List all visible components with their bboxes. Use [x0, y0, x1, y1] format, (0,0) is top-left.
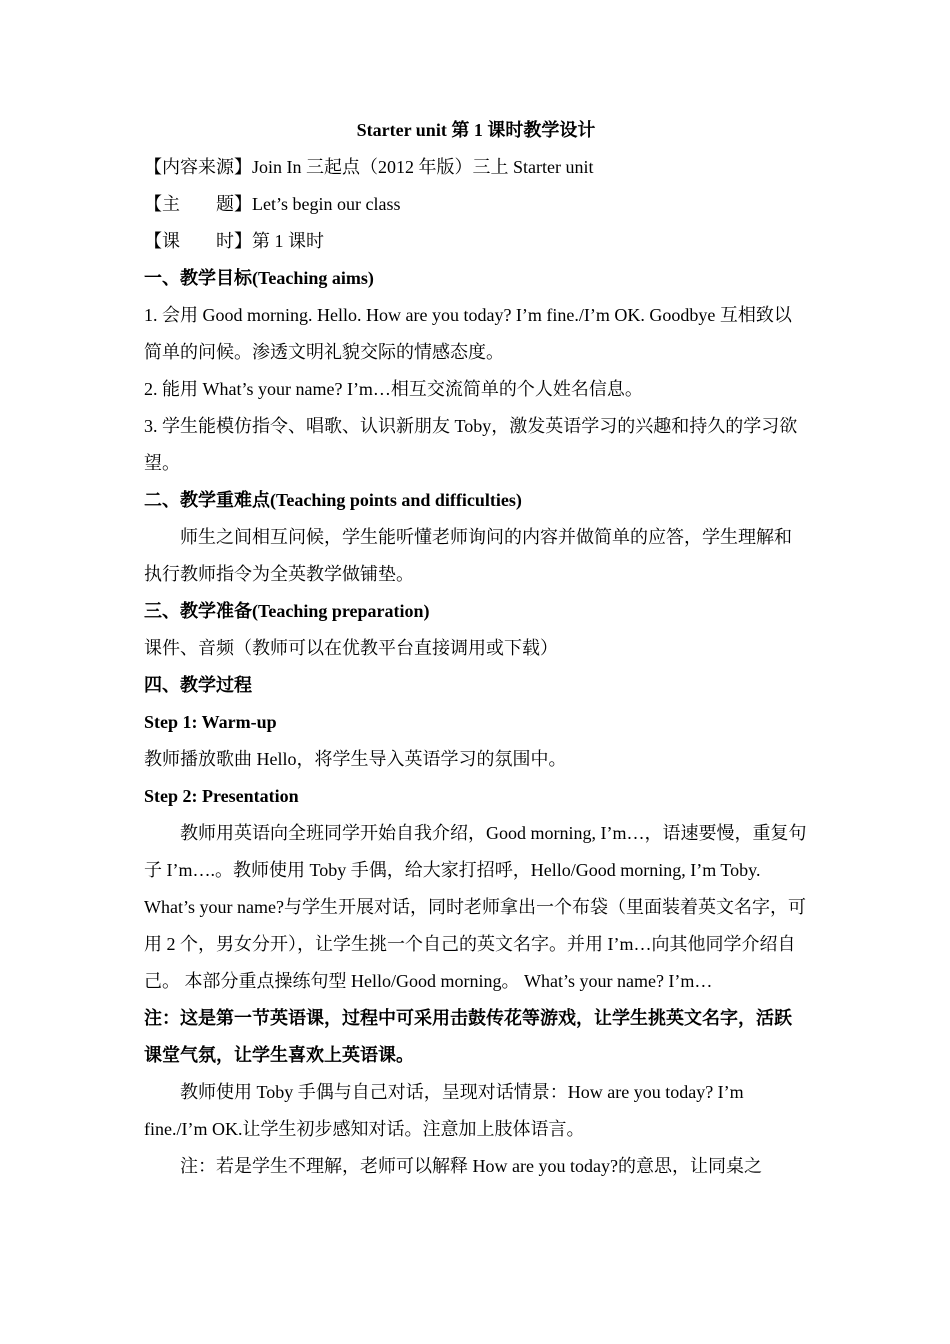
section-heading-aims: 一、教学目标(Teaching aims)	[144, 268, 374, 288]
section-heading-points: 二、教学重难点(Teaching points and difficulties)	[144, 490, 522, 510]
document-title: Starter unit 第 1 课时教学设计	[356, 120, 596, 140]
document-page	[144, 112, 808, 1185]
step2-heading: Step 2: Presentation	[144, 786, 299, 806]
aim-item-1: 1. 会用 Good morning. Hello. How are you today? I’m fine./I’m OK. Goodbye 互相致以简单的问候。渗透文明礼貌交际的情感态度。	[144, 305, 792, 362]
note-paragraph-2: 注：若是学生不理解，老师可以解释 How are you today?的意思，让同桌之	[180, 1156, 762, 1176]
section-heading-process: 四、教学过程	[144, 675, 252, 695]
aim-item-2: 2. 能用 What’s your name? I’m…相互交流简单的个人姓名信息。	[144, 379, 643, 399]
note-paragraph-1: 注：这是第一节英语课，过程中可采用击鼓传花等游戏，让学生挑英文名字，活跃课堂气氛，让学生喜欢上英语课。	[144, 1008, 792, 1065]
step1-heading: Step 1: Warm-up	[144, 712, 277, 732]
meta-source: 【内容来源】Join In 三起点（2012 年版）三上 Starter unit	[144, 157, 594, 177]
meta-period: 【课 时】第 1 课时	[144, 231, 324, 251]
step2-paragraph-2: 教师使用 Toby 手偶与自己对话，呈现对话情景：How are you today? I’m fine./I’m OK.让学生初步感知对话。注意加上肢体语言。	[144, 1082, 744, 1139]
aim-item-3: 3. 学生能模仿指令、唱歌、认识新朋友 Toby，激发英语学习的兴趣和持久的学习欲望。	[144, 416, 798, 473]
step1-paragraph: 教师播放歌曲 Hello，将学生导入英语学习的氛围中。	[144, 749, 567, 769]
meta-topic: 【主 题】Let’s begin our class	[144, 194, 401, 214]
step2-paragraph-1: 教师用英语向全班同学开始自我介绍，Good morning, I’m…，语速要慢，重复句子 I’m….。教师使用 Toby 手偶，给大家打招呼，Hello/Good morning, I’m Toby. What’s your name?与学生开展对话，同时老师拿出一个布袋（里面装着英文名字，可用 2 个，男女分开），让学生挑一个自己的英文名字。并用 I’m…向其他同学介绍自己。 本部分重点操练句型 Hello/Good morning。 What’s your name? I’m…	[144, 823, 807, 991]
points-paragraph: 师生之间相互问候，学生能听懂老师询问的内容并做简单的应答，学生理解和执行教师指令为全英教学做铺垫。	[144, 527, 792, 584]
preparation-paragraph: 课件、音频（教师可以在优教平台直接调用或下载）	[144, 638, 558, 658]
section-heading-preparation: 三、教学准备(Teaching preparation)	[144, 601, 430, 621]
